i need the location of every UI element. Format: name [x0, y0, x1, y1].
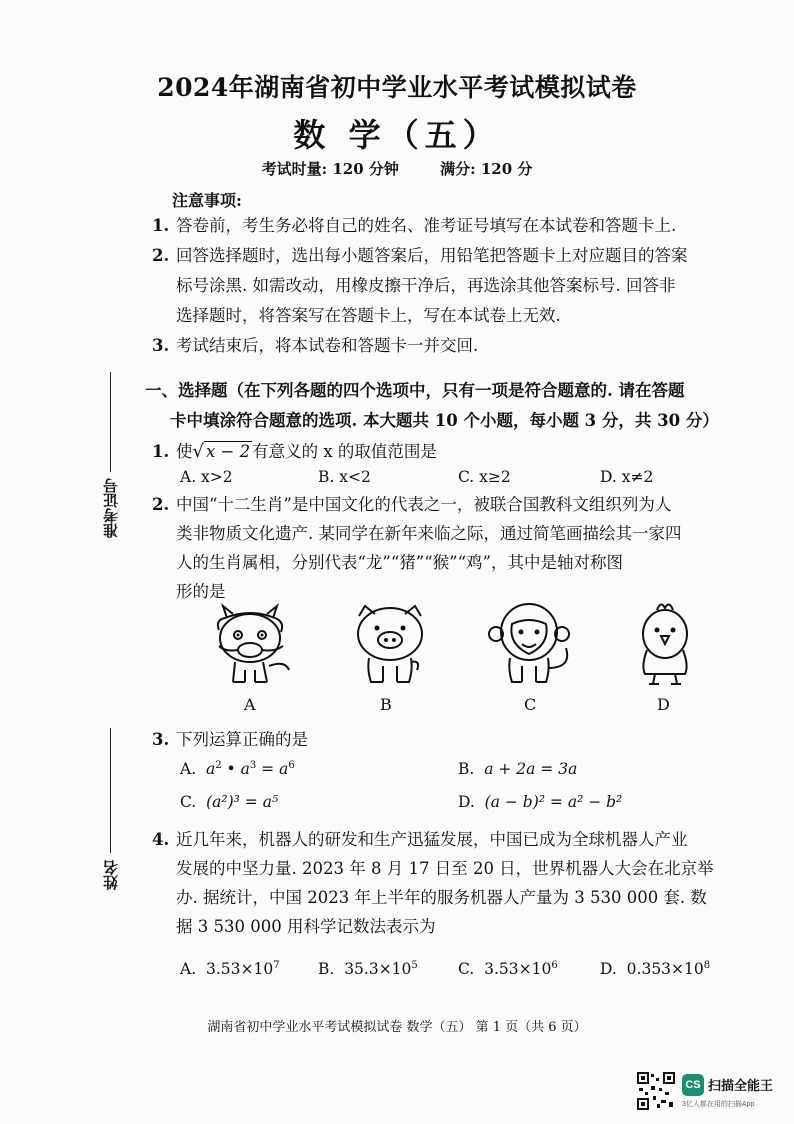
time-limit: 考试时量: 120 分钟	[261, 160, 399, 178]
q3-option-b: B. a + 2a = 3a	[458, 760, 578, 778]
q1-option-d: D. x≠2	[600, 468, 654, 486]
question-4: 4. 近几年来，机器人的研发和生产迅猛发展，中国已成为全球机器人产业 发展的中坚力量. 2023 年 8 月 17 日至 20 日，世界机器人大会在北京举 办. 据统计，中国 2023 年上半年的服务机器人产量为 3 530 000 套. 数 据 3 530 000 用科学记数法表示为	[152, 830, 714, 936]
question-1: 1. 使√ x − 2 有意义的 x 的取值范围是	[152, 441, 437, 462]
pig-figure	[345, 600, 435, 690]
notice-item-3: 3. 考试结束后，将本试卷和答题卡一并交回.	[152, 336, 479, 355]
dragon-figure	[205, 600, 295, 690]
notice-item-2: 2. 回答选择题时，选出每小题答案后，用铅笔把答题卡上对应题目的答案	[152, 246, 688, 265]
full-score: 满分: 120 分	[440, 160, 533, 178]
exam-id-line	[110, 372, 111, 472]
notice-item-2-line-3: 选择题时，将答案写在答题卡上，写在本试卷上无效.	[176, 306, 561, 325]
q4-option-c: C. $3.53\times 10^6$	[458, 960, 558, 979]
exam-id-label: 准考证号	[102, 478, 120, 538]
subject-title: 数 学（五）	[293, 116, 501, 154]
question-3: 3. 下列运算正确的是	[152, 730, 308, 749]
notice-heading: 注意事项:	[172, 191, 242, 210]
q4-option-d: D. $0.353\times 10^8$	[600, 960, 711, 979]
notice-list	[152, 211, 688, 361]
notice-item-2-line-2: 标号涂黑. 如需改动，用橡皮擦干净后，再选涂其他答案标号. 回答非	[176, 276, 676, 295]
camscanner-logo: CS	[682, 1074, 704, 1096]
section-1-heading: 一、选择题（在下列各题的四个选项中，只有一项是符合题意的. 请在答题 卡中填涂符合题意的选项. 本大题共 10 个小题，每小题 3 分，共 30 分）	[145, 381, 719, 430]
page-footer: 湖南省初中学业水平考试模拟试卷 数学（五） 第 1 页（共 6 页）	[207, 1020, 587, 1035]
exam-title: 2024年湖南省初中学业水平考试模拟试卷	[157, 73, 637, 102]
radicand: x − 2	[205, 442, 251, 461]
exam-meta	[0, 158, 794, 179]
q3-option-a: A. $a^2$ • $a^3 = a^6$	[180, 760, 295, 779]
notice-item-1: 1. 答卷前，考生务必将自己的姓名、准考证号填写在本试卷和答题卡上.	[152, 216, 677, 235]
caption-b: B	[380, 695, 392, 714]
monkey-figure	[482, 598, 577, 690]
name-line	[110, 728, 111, 853]
camscanner-tagline: 3亿人都在用的扫描App	[682, 1101, 755, 1108]
caption-d: D	[657, 695, 670, 714]
qr-code-icon	[637, 1072, 675, 1110]
q1-option-a: A. x>2	[180, 468, 233, 486]
caption-c: C	[524, 695, 537, 714]
q4-option-a: A. $3.53\times 10^7$	[180, 960, 280, 979]
q2-captions	[0, 695, 794, 719]
q1-option-c: C. x≥2	[458, 468, 511, 486]
camscanner-name: 扫描全能王	[708, 1078, 774, 1093]
q3-option-d: D. (a − b)² = a² − b²	[458, 793, 623, 811]
q4-option-b: B. $35.3\times 10^5$	[318, 960, 418, 979]
question-2: 2. 中国“十二生肖”是中国文化的代表之一，被联合国教科文组织列为人 类非物质文化遗产. 某同学在新年来临之际，通过简笔画描绘其一家四 人的生肖属相，分别代表“龙”“猪”“猴”“鸡”，其中是轴对称图 形的是	[152, 495, 682, 601]
rooster-figure	[625, 598, 705, 690]
caption-a: A	[244, 695, 256, 714]
q3-option-c: C. (a²)³ = a⁵	[180, 793, 279, 811]
name-label: 姓名	[102, 860, 120, 890]
q1-option-b: B. x<2	[318, 468, 371, 486]
